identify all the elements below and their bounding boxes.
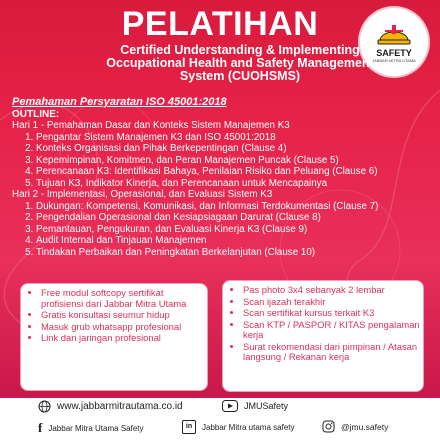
website-text: www.jabbarmitrautama.co.id <box>57 401 183 412</box>
page-subtitle: Certified Understanding & Implementing Occupational Health and Safety Management System (CUOHSMS) <box>106 43 374 83</box>
list-item: • Gratis konsultasi seumur hidup <box>41 310 207 321</box>
facebook-text: Jabbar Mitra Utama Safety <box>48 423 144 433</box>
linkedin-text: Jabbar Mitra utama safety <box>202 422 295 432</box>
list-item: 1. Dukungan: Kompetensi, Komunikasi, dan Informasi Terdokumentasi (Clause 7) <box>36 201 432 213</box>
youtube-text: JMUSafety <box>244 401 289 411</box>
list-item: 5. Tindakan Perbaikan dan Peningkatan Berkelanjutan (Clause 10) <box>36 247 432 259</box>
list-item: • Pas photo 3x4 sebanyak 2 lembar <box>243 285 423 296</box>
list-item: 4. Audit Internal dan Tinjauan Manajemen <box>36 235 432 247</box>
facebook-link[interactable] <box>38 420 144 436</box>
requirements-list <box>223 285 423 363</box>
list-item: 5. Tujuan K3, Indikator Kinerja, dan Perencanaan untuk Mencapainya <box>36 178 432 190</box>
list-item: • Scan ijazah terakhir <box>243 297 423 308</box>
list-item: 3. Kepemimpinan, Komitmen, dan Peran Manajemen Puncak (Clause 5) <box>36 155 432 167</box>
website-link[interactable] <box>38 400 183 413</box>
youtube-icon <box>222 400 238 412</box>
logo-wordmark: SAFETY <box>376 48 412 58</box>
linkedin-link[interactable] <box>182 420 294 434</box>
list-item: • Link dan jaringan profesional <box>41 333 207 344</box>
facebook-icon: f <box>38 420 43 435</box>
list-item: 2. Pengendalian Operasional dan Kesiapsiagaan Darurat (Clause 8) <box>36 212 432 224</box>
requirements-box <box>222 280 424 392</box>
list-item: • Free modul softcopy sertifikat profisiensi dari Jabbar Mitra Utama <box>41 288 207 309</box>
list-item: • Masuk grub whatsapp profesional <box>41 322 207 333</box>
list-item: 3. Pemantauan, Pengukuran, dan Evaluasi Kinerja K3 (Clause 9) <box>36 224 432 236</box>
list-item: • Surat rekomendasi dari pimpinan / Atasan langsung / Rekanan kerja <box>243 342 423 363</box>
list-item: • Scan sertifikat kursus terkait K3 <box>243 308 423 319</box>
list-item: 4. Perencanaan K3: Identifikasi Bahaya, Penilaian Risiko dan Peluang (Clause 6) <box>36 166 432 178</box>
logo-subtext: JABBAR MITRA UTAMA <box>372 58 416 63</box>
list-item: 2. Konteks Organisasi dan Pihak Berkepentingan (Clause 4) <box>36 143 432 155</box>
instagram-icon <box>322 420 335 433</box>
contact-footer <box>0 398 440 440</box>
day2-label: Hari 2 - Implementasi, Operasional, dan Evaluasi Sistem K3 <box>12 189 273 200</box>
outline-label: OUTLINE: <box>12 108 60 120</box>
list-item: 1. Pengantar Sistem Manajemen K3 dan ISO 45001:2018 <box>36 132 432 144</box>
youtube-link[interactable] <box>222 400 288 412</box>
day1-list <box>12 132 432 190</box>
course-outline <box>12 97 432 258</box>
benefits-box <box>20 283 208 391</box>
day1-label: Hari 1 - Pemahaman Dasar dan Konteks Sistem Manajemen K3 <box>12 120 290 131</box>
course-heading: Pemahaman Persyaratan ISO 45001:2018 <box>12 96 227 108</box>
benefits-list <box>21 288 207 344</box>
linkedin-icon: in <box>182 420 196 434</box>
list-item: • Scan KTP / PASPOR / KITAS pengalaman kerja <box>243 320 423 341</box>
instagram-link[interactable] <box>322 420 388 433</box>
globe-icon <box>38 400 51 413</box>
page-title: PELATIHAN <box>121 5 319 43</box>
day2-list <box>12 201 432 259</box>
instagram-text: @jmu.safety <box>341 421 389 432</box>
